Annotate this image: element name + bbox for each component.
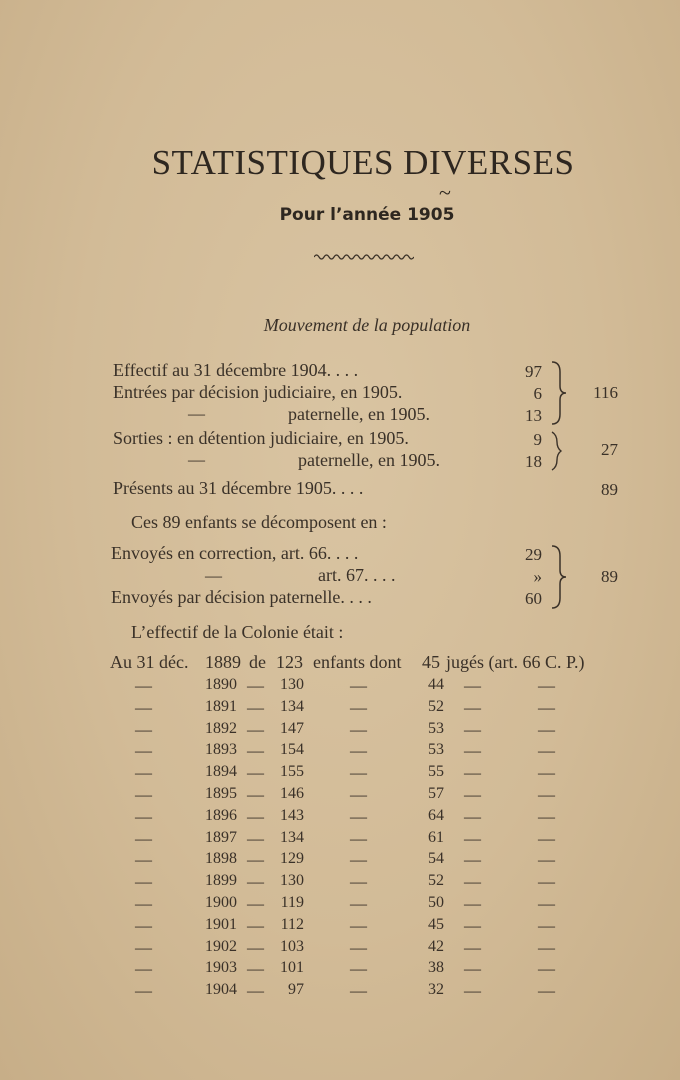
- history-header-count: 123: [276, 652, 303, 672]
- history-year: 1898: [205, 850, 237, 868]
- history-judged: 32: [428, 981, 444, 999]
- history-year: 1894: [205, 763, 237, 781]
- history-ditto-1: —: [135, 697, 152, 717]
- history-ditto-2: —: [247, 850, 264, 870]
- history-year: 1900: [205, 894, 237, 911]
- history-header-year: 1889: [205, 652, 241, 672]
- history-ditto-2: —: [247, 676, 264, 695]
- history-judged: 61: [428, 828, 444, 846]
- history-header-suffix: jugés (art. 66 C. P.): [446, 652, 585, 672]
- history-year: 1896: [205, 806, 237, 824]
- history-ditto-3: —: [350, 872, 367, 892]
- history-ditto-1: —: [135, 850, 152, 870]
- history-count: 103: [280, 937, 304, 955]
- history-year: 1899: [205, 872, 237, 890]
- history-ditto-4: —: [464, 763, 481, 783]
- history-ditto-1: —: [135, 719, 152, 739]
- history-ditto-2: —: [247, 785, 264, 804]
- history-ditto-4: —: [464, 719, 481, 739]
- brace-breakdown-icon: [548, 544, 568, 610]
- history-count: 134: [280, 697, 304, 715]
- history-count: 147: [280, 719, 304, 737]
- history-judged: 53: [428, 719, 444, 737]
- history-ditto-4: —: [464, 981, 481, 1001]
- history-ditto-1: —: [135, 937, 152, 957]
- breakdown-value-1: »: [533, 567, 542, 586]
- history-ditto-3: —: [350, 741, 367, 761]
- movement-label-3: Sorties : en détention judiciaire, en 1905.: [113, 428, 409, 448]
- history-ditto-2: —: [247, 741, 264, 761]
- history-ditto-2: —: [247, 894, 264, 913]
- history-ditto-5: —: [538, 763, 555, 783]
- history-ditto-3: —: [350, 763, 367, 783]
- history-count: 146: [280, 785, 304, 802]
- history-ditto-2: —: [247, 959, 264, 979]
- history-ditto-2: —: [247, 937, 264, 957]
- history-count: 155: [280, 763, 304, 781]
- history-ditto-1: —: [135, 763, 152, 783]
- history-count: 154: [280, 741, 304, 759]
- history-ditto-1: —: [135, 828, 152, 848]
- history-ditto-4: —: [464, 915, 481, 935]
- breakdown-value-2: 60: [525, 589, 542, 608]
- history-header-de: de: [249, 652, 266, 672]
- history-judged: 44: [428, 676, 444, 693]
- history-ditto-1: —: [135, 806, 152, 826]
- history-ditto-3: —: [350, 676, 367, 695]
- section-title: Mouvement de la population: [263, 315, 471, 335]
- history-judged: 45: [428, 915, 444, 933]
- history-year: 1902: [205, 937, 237, 955]
- history-year: 1904: [205, 981, 237, 999]
- present-label: Présents au 31 décembre 1905. . . .: [113, 478, 364, 498]
- history-ditto-5: —: [538, 915, 555, 935]
- history-count: 129: [280, 850, 304, 868]
- history-count: 130: [280, 872, 304, 890]
- history-ditto-5: —: [538, 937, 555, 957]
- history-year: 1890: [205, 676, 237, 693]
- history-ditto-1: —: [135, 741, 152, 761]
- history-ditto-5: —: [538, 719, 555, 739]
- history-ditto-4: —: [464, 872, 481, 892]
- history-judged: 52: [428, 872, 444, 890]
- movement-value-4: 18: [525, 452, 542, 471]
- history-ditto-5: —: [538, 697, 555, 717]
- history-ditto-5: —: [538, 981, 555, 1001]
- movement-label-4: paternelle, en 1905.: [298, 450, 440, 470]
- ditto-mark: —: [188, 404, 205, 423]
- history-ditto-1: —: [135, 959, 152, 979]
- history-judged: 64: [428, 806, 444, 824]
- history-ditto-5: —: [538, 850, 555, 870]
- history-ditto-1: —: [135, 872, 152, 892]
- history-judged: 55: [428, 763, 444, 781]
- history-judged: 42: [428, 937, 444, 955]
- movement-value-1: 6: [533, 384, 542, 403]
- entries-total: 116: [593, 383, 618, 402]
- history-ditto-2: —: [247, 697, 264, 717]
- present-value: 89: [601, 480, 618, 499]
- brace-exits-icon: [548, 430, 564, 472]
- history-ditto-5: —: [538, 828, 555, 848]
- history-year: 1901: [205, 915, 237, 933]
- history-ditto-1: —: [135, 676, 152, 695]
- history-ditto-2: —: [247, 915, 264, 935]
- history-judged: 53: [428, 741, 444, 759]
- history-header-prefix: Au 31 déc.: [110, 652, 189, 672]
- history-ditto-5: —: [538, 676, 555, 695]
- history-ditto-4: —: [464, 828, 481, 848]
- history-count: 143: [280, 806, 304, 824]
- history-ditto-5: —: [538, 741, 555, 761]
- movement-value-0: 97: [525, 362, 542, 381]
- brace-entries-icon: [548, 360, 568, 426]
- breakdown-total: 89: [601, 567, 618, 586]
- history-ditto-4: —: [464, 850, 481, 870]
- movement-value-3: 9: [533, 430, 542, 449]
- history-judged: 57: [428, 785, 444, 802]
- history-ditto-2: —: [247, 981, 264, 1001]
- history-count: 112: [280, 915, 304, 933]
- history-ditto-4: —: [464, 806, 481, 826]
- history-ditto-1: —: [135, 894, 152, 913]
- history-judged: 54: [428, 850, 444, 868]
- title-tilde-mark: ~: [439, 180, 451, 205]
- history-count: 97: [288, 981, 304, 999]
- history-ditto-3: —: [350, 981, 367, 1001]
- history-year: 1893: [205, 741, 237, 759]
- history-ditto-4: —: [464, 697, 481, 717]
- history-ditto-3: —: [350, 937, 367, 957]
- history-judged: 52: [428, 697, 444, 715]
- history-year: 1895: [205, 785, 237, 802]
- history-count: 134: [280, 828, 304, 846]
- breakdown-label-2: Envoyés par décision paternelle. . . .: [111, 587, 372, 607]
- movement-label-1: Entrées par décision judiciaire, en 1905.: [113, 382, 403, 402]
- history-ditto-4: —: [464, 894, 481, 913]
- history-ditto-4: —: [464, 785, 481, 804]
- history-ditto-4: —: [464, 676, 481, 695]
- history-ditto-3: —: [350, 959, 367, 979]
- history-ditto-3: —: [350, 850, 367, 870]
- history-ditto-5: —: [538, 894, 555, 913]
- history-ditto-3: —: [350, 719, 367, 739]
- movement-value-2: 13: [525, 406, 542, 425]
- ditto-mark: —: [188, 450, 205, 469]
- history-ditto-2: —: [247, 806, 264, 826]
- movement-label-2: paternelle, en 1905.: [288, 404, 430, 424]
- breakdown-label-1: art. 67. . . .: [318, 565, 396, 585]
- history-ditto-4: —: [464, 959, 481, 979]
- history-judged: 38: [428, 959, 444, 977]
- history-year: 1892: [205, 719, 237, 737]
- history-ditto-5: —: [538, 872, 555, 892]
- movement-label-0: Effectif au 31 décembre 1904. . . .: [113, 360, 359, 380]
- ditto-mark: —: [205, 566, 222, 585]
- history-ditto-3: —: [350, 894, 367, 913]
- history-year: 1891: [205, 697, 237, 715]
- history-ditto-3: —: [350, 915, 367, 935]
- history-ditto-5: —: [538, 806, 555, 826]
- history-ditto-5: —: [538, 959, 555, 979]
- wavy-ornament-icon: [314, 252, 414, 262]
- exits-total: 27: [601, 440, 618, 459]
- history-ditto-2: —: [247, 828, 264, 848]
- history-judged: 50: [428, 894, 444, 911]
- history-count: 119: [280, 894, 304, 911]
- breakdown-intro: Ces 89 enfants se décomposent en :: [131, 512, 387, 532]
- history-ditto-1: —: [135, 785, 152, 804]
- history-count: 130: [280, 676, 304, 693]
- history-ditto-3: —: [350, 697, 367, 717]
- history-ditto-1: —: [135, 981, 152, 1001]
- breakdown-value-0: 29: [525, 545, 542, 564]
- history-ditto-3: —: [350, 806, 367, 826]
- history-year: 1903: [205, 959, 237, 977]
- history-ditto-1: —: [135, 915, 152, 935]
- history-ditto-4: —: [464, 937, 481, 957]
- history-count: 101: [280, 959, 304, 977]
- history-year: 1897: [205, 828, 237, 846]
- breakdown-label-0: Envoyés en correction, art. 66. . . .: [111, 543, 359, 563]
- history-header-mid: enfants dont: [313, 652, 402, 672]
- page-subtitle: Pour l’année 1905: [279, 205, 455, 225]
- history-header-judged: 45: [422, 652, 440, 672]
- history-ditto-5: —: [538, 785, 555, 804]
- history-ditto-4: —: [464, 741, 481, 761]
- history-intro: L’effectif de la Colonie était :: [131, 622, 344, 642]
- history-ditto-3: —: [350, 785, 367, 804]
- history-ditto-2: —: [247, 763, 264, 783]
- history-ditto-2: —: [247, 872, 264, 892]
- history-ditto-3: —: [350, 828, 367, 848]
- history-ditto-2: —: [247, 719, 264, 739]
- page-title: STATISTIQUES DIVERSES: [151, 143, 575, 182]
